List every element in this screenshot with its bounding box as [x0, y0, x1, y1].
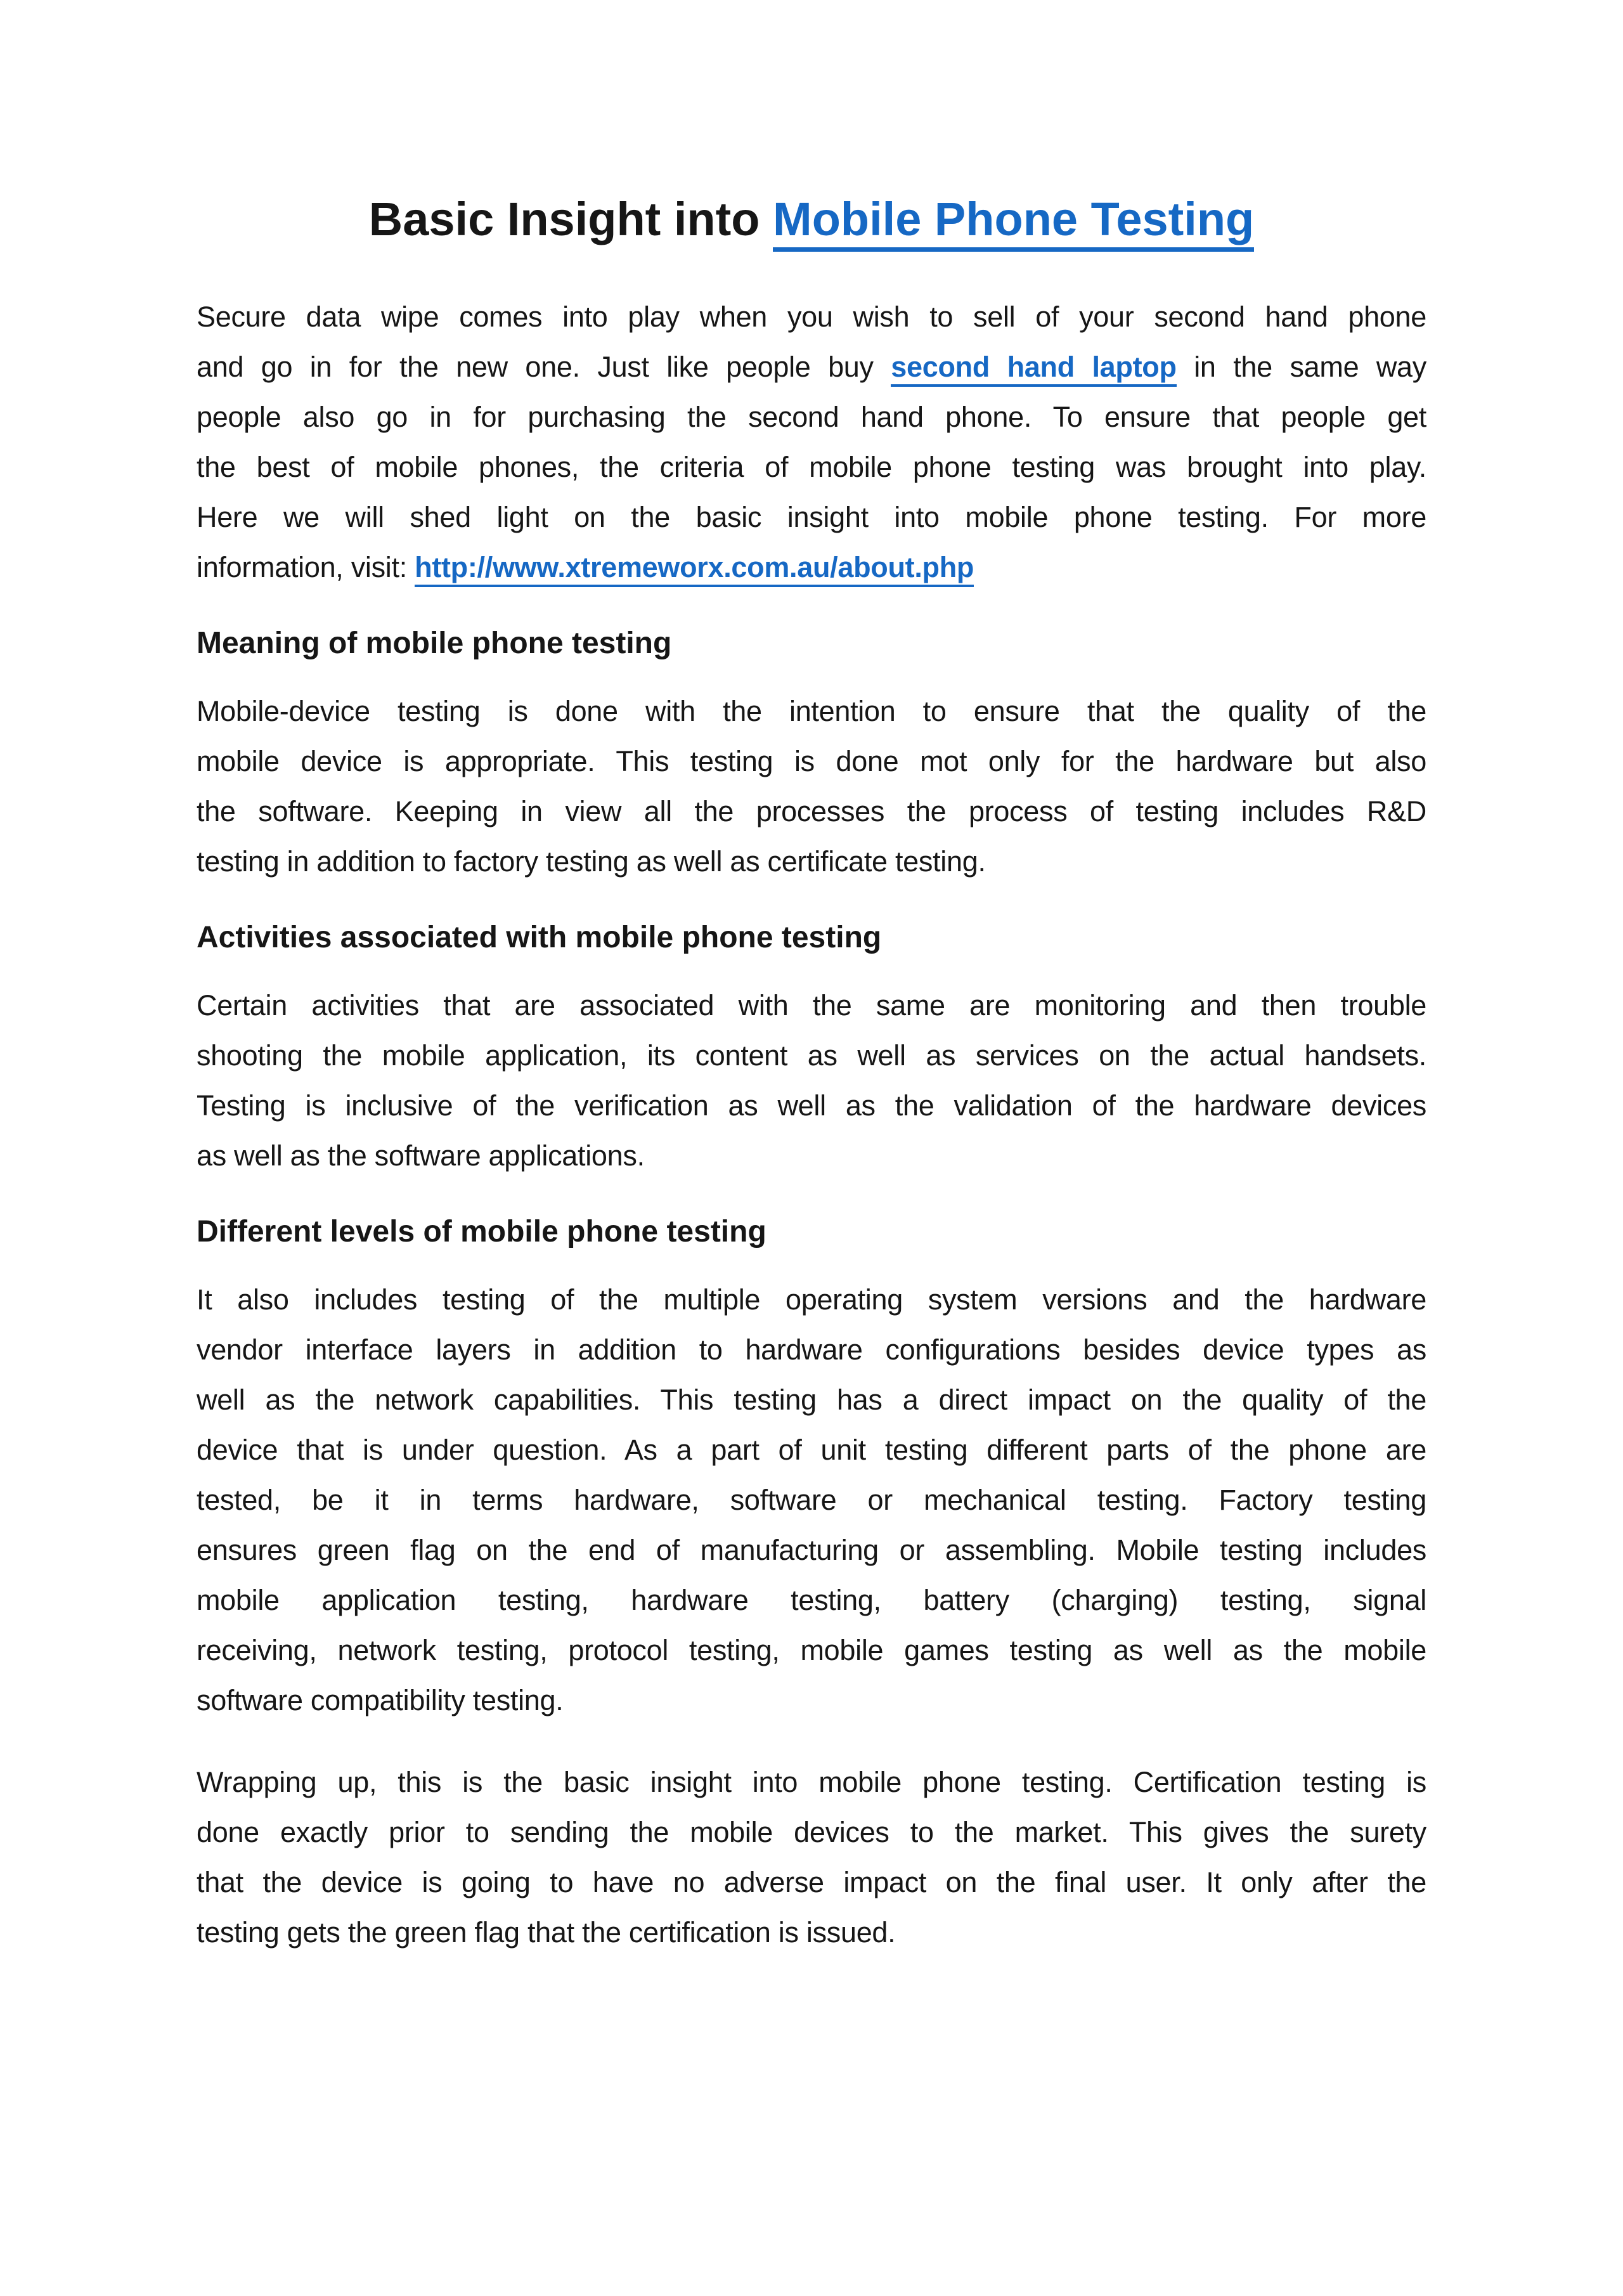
- text-segment: Wrapping up, this is the basic insight into mobile phone testing. Certification testing is: [197, 1766, 1426, 1798]
- text-segment: Here we will shed light on the basic insight into mobile phone testing. For more: [197, 501, 1426, 533]
- title-text: Basic Insight into: [368, 193, 773, 245]
- document-title: [197, 190, 1426, 249]
- text-segment: in the same way: [1176, 351, 1426, 383]
- paragraph-line: [197, 1080, 1426, 1131]
- text-segment: It also includes testing of the multiple operating system versions and the hardware: [197, 1283, 1426, 1316]
- paragraph-line: [197, 1857, 1426, 1907]
- paragraph-line: [197, 1131, 1426, 1181]
- text-segment: mobile device is appropriate. This testing is done mot only for the hardware but also: [197, 745, 1426, 777]
- paragraph-line: [197, 1274, 1426, 1325]
- text-segment: that the device is going to have no adverse impact on the final user. It only after the: [197, 1866, 1426, 1898]
- text-segment: Testing is inclusive of the verification as well as the validation of the hardware devices: [197, 1089, 1426, 1122]
- paragraph-line: [197, 1375, 1426, 1425]
- text-segment: tested, be it in terms hardware, software or mechanical testing. Factory testing: [197, 1484, 1426, 1516]
- text-segment: Secure data wipe comes into play when you wish to sell of your second hand phone: [197, 301, 1426, 333]
- paragraph-line: [197, 1475, 1426, 1525]
- hyperlink[interactable]: second hand laptop: [891, 351, 1176, 387]
- text-segment: Mobile-device testing is done with the intention to ensure that the quality of the: [197, 695, 1426, 727]
- text-segment: testing gets the green flag that the certification is issued.: [197, 1916, 896, 1949]
- paragraph: [197, 1274, 1426, 1725]
- paragraph-line: [197, 1425, 1426, 1475]
- paragraph-line: [197, 836, 1426, 886]
- paragraph-line: [197, 980, 1426, 1030]
- section-heading: Activities associated with mobile phone testing: [197, 921, 882, 954]
- text-segment: well as the network capabilities. This testing has a direct impact on the quality of the: [197, 1384, 1426, 1416]
- text-segment: software compatibility testing.: [197, 1684, 564, 1716]
- text-segment: as well as the software applications.: [197, 1139, 645, 1172]
- text-segment: and go in for the new one. Just like people buy: [197, 351, 891, 383]
- paragraph-line: [197, 542, 1426, 592]
- text-segment: the best of mobile phones, the criteria of mobile phone testing was brought into play.: [197, 451, 1426, 483]
- text-segment: Certain activities that are associated with the same are monitoring and then trouble: [197, 989, 1426, 1022]
- paragraph-line: [197, 1757, 1426, 1807]
- section-heading: Different levels of mobile phone testing: [197, 1215, 766, 1249]
- text-segment: device that is under question. As a part of unit testing different parts of the phone are: [197, 1434, 1426, 1466]
- paragraph-line: [197, 1625, 1426, 1675]
- paragraph-line: [197, 492, 1426, 542]
- document-body: [197, 292, 1426, 1957]
- paragraph: [197, 980, 1426, 1181]
- paragraph: [197, 292, 1426, 592]
- text-segment: testing in addition to factory testing as well as certificate testing.: [197, 845, 986, 878]
- paragraph-line: [197, 342, 1426, 392]
- paragraph-line: [197, 736, 1426, 786]
- paragraph-line: [197, 786, 1426, 836]
- text-segment: shooting the mobile application, its content as well as services on the actual handsets.: [197, 1039, 1426, 1072]
- section-heading: Meaning of mobile phone testing: [197, 626, 672, 660]
- title-link[interactable]: Mobile Phone Testing: [773, 193, 1254, 252]
- text-segment: the software. Keeping in view all the processes the process of testing includes R&D: [197, 795, 1426, 827]
- text-segment: mobile application testing, hardware testing, battery (charging) testing, signal: [197, 1584, 1426, 1616]
- paragraph-line: [197, 1525, 1426, 1575]
- paragraph-line: [197, 442, 1426, 492]
- paragraph-line: [197, 1675, 1426, 1725]
- paragraph: [197, 686, 1426, 886]
- text-segment: ensures green flag on the end of manufacturing or assembling. Mobile testing includes: [197, 1534, 1426, 1566]
- paragraph-line: [197, 1325, 1426, 1375]
- text-segment: vendor interface layers in addition to hardware configurations besides device types as: [197, 1333, 1426, 1366]
- text-segment: people also go in for purchasing the second hand phone. To ensure that people get: [197, 401, 1426, 433]
- paragraph-line: [197, 686, 1426, 736]
- paragraph-line: [197, 392, 1426, 442]
- text-segment: receiving, network testing, protocol testing, mobile games testing as well as the mobile: [197, 1634, 1426, 1666]
- paragraph-line: [197, 1575, 1426, 1625]
- text-segment: done exactly prior to sending the mobile devices to the market. This gives the surety: [197, 1816, 1426, 1848]
- paragraph-line: [197, 1807, 1426, 1857]
- hyperlink[interactable]: http://www.xtremeworx.com.au/about.php: [415, 551, 974, 587]
- paragraph-line: [197, 1030, 1426, 1080]
- text-segment: information, visit:: [197, 551, 415, 583]
- paragraph-line: [197, 292, 1426, 342]
- paragraph: [197, 1757, 1426, 1957]
- paragraph-line: [197, 1907, 1426, 1957]
